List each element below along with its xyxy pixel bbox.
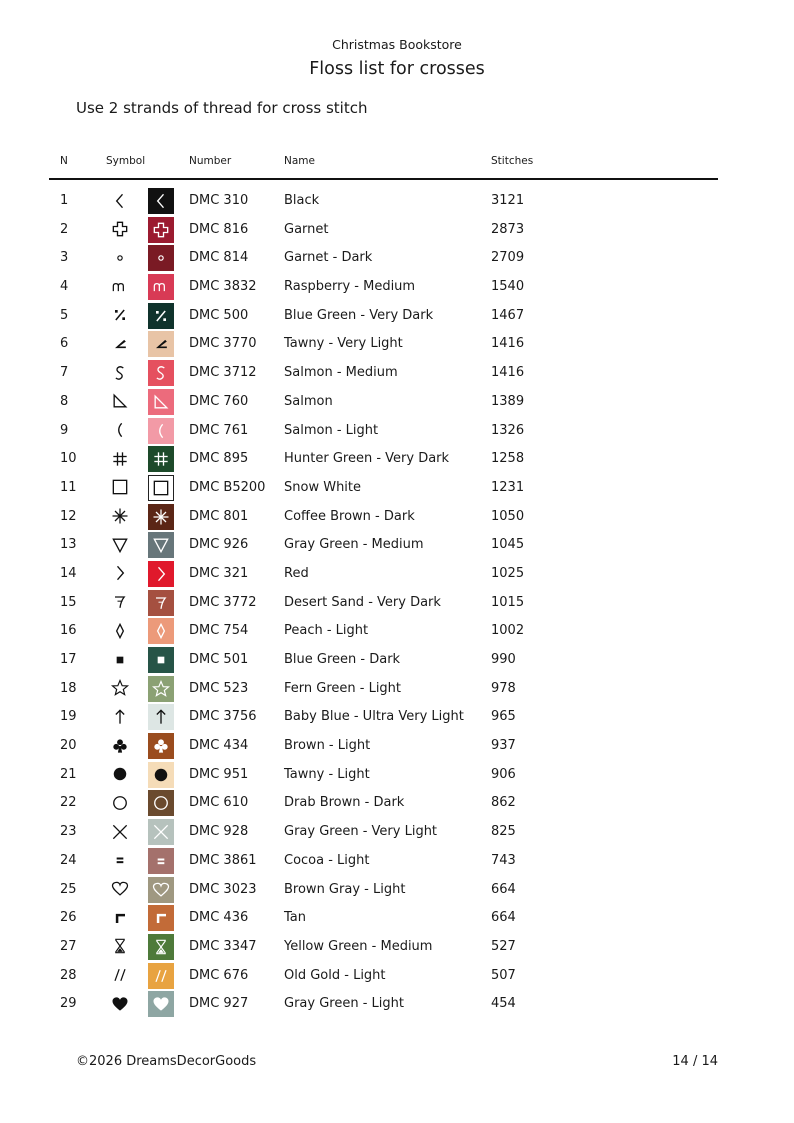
asterisk-icon — [151, 507, 171, 527]
stitch-count: 1389 — [491, 393, 525, 409]
small-square-icon — [106, 646, 134, 675]
seven-icon — [151, 593, 171, 613]
cross-outline-icon — [106, 216, 134, 245]
row-number: 3 — [60, 250, 69, 266]
color-name: Garnet - Dark — [284, 250, 373, 266]
color-name: Fern Green - Light — [284, 680, 402, 696]
stitch-count: 664 — [491, 881, 516, 897]
color-swatch — [148, 618, 174, 644]
chevron-left-icon — [106, 187, 134, 216]
color-swatch — [148, 963, 174, 989]
dmc-number: DMC 310 — [189, 193, 249, 208]
filled-heart-icon — [151, 994, 171, 1014]
dmc-number: DMC 3756 — [189, 709, 257, 725]
heart-outline-icon — [106, 876, 134, 905]
color-name: Tan — [284, 910, 306, 926]
row-number: 18 — [60, 680, 77, 696]
row-number: 13 — [60, 537, 77, 553]
color-swatch — [148, 245, 174, 271]
stitch-count: 527 — [491, 938, 516, 954]
row-number: 26 — [60, 910, 77, 926]
dmc-number: DMC 523 — [189, 680, 249, 696]
color-name: Drab Brown - Dark — [284, 795, 405, 811]
color-swatch — [148, 217, 174, 243]
row-number: 4 — [60, 279, 69, 295]
table-row — [0, 617, 794, 646]
dmc-number: DMC 927 — [189, 996, 249, 1012]
color-name: Coffee Brown - Dark — [284, 508, 415, 524]
chevron-right-icon — [106, 560, 134, 589]
dmc-number: DMC 760 — [189, 393, 249, 409]
dmc-number: DMC 3772 — [189, 594, 257, 610]
table-row — [0, 273, 794, 302]
circle-outline-icon — [106, 789, 134, 818]
dmc-number: DMC 926 — [189, 537, 249, 553]
table-row — [0, 761, 794, 790]
double-slash-icon — [106, 962, 134, 991]
small-square-icon — [151, 650, 171, 670]
color-name: Salmon - Light — [284, 422, 379, 438]
star-outline-icon — [151, 679, 171, 699]
table-row — [0, 417, 794, 446]
table-row — [0, 847, 794, 876]
row-number: 16 — [60, 623, 77, 639]
strands-note: Use 2 strands of thread for cross stitch — [76, 99, 368, 117]
table-row — [0, 445, 794, 474]
stitch-count: 2873 — [491, 221, 525, 237]
header-number: Number — [189, 155, 232, 167]
dmc-number: DMC 801 — [189, 508, 249, 524]
color-name: Yellow Green - Medium — [284, 938, 433, 954]
row-number: 28 — [60, 967, 77, 983]
color-swatch — [148, 704, 174, 730]
table-row — [0, 216, 794, 245]
stitch-count: 937 — [491, 738, 516, 754]
row-number: 15 — [60, 594, 77, 610]
small-circle-icon — [106, 244, 134, 273]
row-number: 20 — [60, 738, 77, 754]
row-number: 9 — [60, 422, 69, 438]
color-name: Cocoa - Light — [284, 852, 370, 868]
table-row — [0, 388, 794, 417]
small-circle-icon — [151, 248, 171, 268]
page-title: Floss list for crosses — [309, 59, 485, 79]
dmc-number: DMC 676 — [189, 967, 249, 983]
header-rule — [49, 178, 718, 180]
row-number: 7 — [60, 365, 69, 381]
stitch-count: 743 — [491, 852, 516, 868]
row-number: 23 — [60, 824, 77, 840]
arrow-up-icon — [151, 707, 171, 727]
dmc-number: DMC 500 — [189, 307, 249, 323]
table-row — [0, 187, 794, 216]
row-number: 27 — [60, 938, 77, 954]
hash-icon — [151, 449, 171, 469]
row-number: 2 — [60, 221, 69, 237]
dmc-number: DMC 3770 — [189, 336, 257, 352]
stitch-count: 1416 — [491, 365, 525, 381]
crescent-icon — [106, 417, 134, 446]
color-swatch — [148, 532, 174, 558]
corner-icon — [151, 908, 171, 928]
header-symbol: Symbol — [106, 155, 146, 167]
color-name: Brown - Light — [284, 738, 371, 754]
color-name: Tawny - Very Light — [284, 336, 403, 352]
row-number: 29 — [60, 996, 77, 1012]
chevron-right-icon — [151, 564, 171, 584]
table-row — [0, 503, 794, 532]
color-name: Black — [284, 193, 320, 208]
color-name: Gray Green - Light — [284, 996, 404, 1012]
color-swatch — [148, 188, 174, 214]
dmc-number: DMC 3712 — [189, 365, 257, 381]
star-outline-icon — [106, 675, 134, 704]
dmc-number: DMC 501 — [189, 652, 249, 667]
heart-outline-icon — [151, 880, 171, 900]
hash-icon — [106, 445, 134, 474]
table-row — [0, 302, 794, 331]
store-name: Christmas Bookstore — [332, 37, 462, 52]
color-swatch — [148, 590, 174, 616]
triangle-down-icon — [151, 535, 171, 555]
dmc-number: DMC 761 — [189, 422, 249, 438]
table-row — [0, 531, 794, 560]
stitch-count: 978 — [491, 680, 516, 696]
right-triangle-icon — [106, 388, 134, 417]
table-row — [0, 876, 794, 905]
filled-circle-icon — [151, 765, 171, 785]
s-shape-icon — [151, 363, 171, 383]
row-number: 21 — [60, 766, 77, 782]
row-number: 25 — [60, 881, 77, 897]
diamond-outline-icon — [106, 617, 134, 646]
table-row — [0, 962, 794, 991]
header-name: Name — [284, 155, 315, 167]
stitch-count: 906 — [491, 766, 516, 782]
color-swatch — [148, 504, 174, 530]
table-row — [0, 244, 794, 273]
row-number: 11 — [60, 479, 77, 495]
table-row — [0, 675, 794, 704]
row-number: 8 — [60, 393, 69, 409]
filled-heart-icon — [106, 990, 134, 1019]
page-number: 14 / 14 — [672, 1054, 718, 1069]
color-name: Salmon - Medium — [284, 365, 398, 381]
table-row — [0, 789, 794, 818]
stitch-count: 3121 — [491, 193, 525, 208]
color-swatch — [148, 561, 174, 587]
square-outline-icon — [106, 474, 134, 503]
color-swatch — [148, 389, 174, 415]
dmc-number: DMC 3347 — [189, 938, 257, 954]
color-name: Salmon — [284, 393, 333, 409]
diamond-outline-icon — [151, 621, 171, 641]
equals-icon — [151, 851, 171, 871]
color-name: Garnet — [284, 221, 329, 237]
color-name: Hunter Green - Very Dark — [284, 451, 450, 467]
color-swatch — [148, 848, 174, 874]
header-n: N — [60, 155, 68, 167]
double-slash-icon — [151, 966, 171, 986]
row-number: 12 — [60, 508, 77, 524]
dmc-number: DMC 321 — [189, 565, 249, 581]
color-swatch — [148, 331, 174, 357]
seven-icon — [106, 589, 134, 618]
color-swatch — [148, 790, 174, 816]
stitch-count: 1540 — [491, 279, 525, 295]
circle-outline-icon — [151, 793, 171, 813]
color-name: Red — [284, 565, 309, 581]
table-row — [0, 990, 794, 1019]
stitch-count: 664 — [491, 910, 516, 926]
color-swatch — [148, 274, 174, 300]
color-swatch — [148, 934, 174, 960]
stitch-count: 2709 — [491, 250, 525, 266]
dmc-number: DMC 928 — [189, 824, 249, 840]
row-number: 5 — [60, 307, 69, 323]
arrow-up-icon — [106, 703, 134, 732]
row-number: 6 — [60, 336, 69, 352]
stitch-count: 1467 — [491, 307, 525, 323]
stitch-count: 1050 — [491, 508, 525, 524]
stitch-count: 1015 — [491, 594, 525, 610]
color-name: Desert Sand - Very Dark — [284, 594, 441, 610]
color-swatch — [148, 446, 174, 472]
copyright: ©2026 DreamsDecorGoods — [76, 1054, 257, 1069]
dmc-number: DMC 814 — [189, 250, 249, 266]
table-row — [0, 359, 794, 388]
table-row — [0, 589, 794, 618]
table-row — [0, 474, 794, 503]
table-row — [0, 933, 794, 962]
table-row — [0, 818, 794, 847]
equals-icon — [106, 847, 134, 876]
dmc-number: DMC 3832 — [189, 279, 257, 295]
hourglass-icon — [106, 933, 134, 962]
row-number: 14 — [60, 565, 77, 581]
table-header — [0, 155, 794, 171]
stitch-count: 1231 — [491, 479, 525, 495]
stitch-count: 862 — [491, 795, 516, 811]
club-icon — [151, 736, 171, 756]
color-swatch — [148, 762, 174, 788]
color-swatch — [148, 676, 174, 702]
hourglass-icon — [151, 937, 171, 957]
dmc-number: DMC 816 — [189, 221, 249, 237]
dmc-number: DMC 610 — [189, 795, 249, 811]
color-swatch — [148, 819, 174, 845]
dmc-number: DMC 3023 — [189, 881, 257, 897]
color-name: Raspberry - Medium — [284, 279, 416, 295]
color-swatch — [148, 475, 174, 501]
club-icon — [106, 732, 134, 761]
dmc-number: DMC 951 — [189, 766, 249, 782]
stitch-count: 1025 — [491, 565, 525, 581]
m-shape-icon — [151, 277, 171, 297]
dmc-number: DMC 434 — [189, 738, 249, 754]
stitch-count: 825 — [491, 824, 516, 840]
table-row — [0, 904, 794, 933]
stitch-count: 1045 — [491, 537, 525, 553]
color-swatch — [148, 905, 174, 931]
row-number: 24 — [60, 852, 77, 868]
dmc-number: DMC 436 — [189, 910, 249, 926]
color-name: Baby Blue - Ultra Very Light — [284, 709, 464, 725]
table-row — [0, 732, 794, 761]
corner-icon — [106, 904, 134, 933]
row-number: 22 — [60, 795, 77, 811]
color-name: Snow White — [284, 479, 362, 495]
row-number: 10 — [60, 451, 77, 467]
dmc-number: DMC 895 — [189, 451, 249, 467]
dmc-number: DMC 754 — [189, 623, 249, 639]
color-name: Peach - Light — [284, 623, 369, 639]
color-name: Blue Green - Dark — [284, 652, 401, 667]
m-shape-icon — [106, 273, 134, 302]
stitch-count: 1326 — [491, 422, 525, 438]
stitch-count: 454 — [491, 996, 516, 1012]
color-swatch — [148, 303, 174, 329]
table-row — [0, 560, 794, 589]
stitch-count: 507 — [491, 967, 516, 983]
color-swatch — [148, 877, 174, 903]
row-number: 1 — [60, 193, 69, 208]
x-cross-icon — [151, 822, 171, 842]
color-name: Gray Green - Medium — [284, 537, 424, 553]
floss-table — [0, 187, 794, 1019]
dmc-number: DMC 3861 — [189, 852, 257, 868]
filled-circle-icon — [106, 761, 134, 790]
wedge-icon — [106, 330, 134, 359]
stitch-count: 990 — [491, 652, 516, 667]
table-row — [0, 646, 794, 675]
cross-outline-icon — [151, 220, 171, 240]
header-stitches: Stitches — [491, 155, 534, 167]
chevron-left-icon — [151, 191, 171, 211]
stitch-count: 1002 — [491, 623, 525, 639]
color-name: Gray Green - Very Light — [284, 824, 438, 840]
color-name: Old Gold - Light — [284, 967, 386, 983]
color-swatch — [148, 360, 174, 386]
row-number: 19 — [60, 709, 77, 725]
triangle-down-icon — [106, 531, 134, 560]
percent-icon — [106, 302, 134, 331]
color-swatch — [148, 733, 174, 759]
stitch-count: 1258 — [491, 451, 525, 467]
wedge-icon — [151, 334, 171, 354]
asterisk-icon — [106, 503, 134, 532]
color-name: Blue Green - Very Dark — [284, 307, 434, 323]
dmc-number: DMC B5200 — [189, 479, 266, 495]
percent-icon — [151, 306, 171, 326]
table-row — [0, 330, 794, 359]
row-number: 17 — [60, 652, 77, 667]
color-swatch — [148, 647, 174, 673]
crescent-icon — [151, 421, 171, 441]
stitch-count: 965 — [491, 709, 516, 725]
color-name: Brown Gray - Light — [284, 881, 406, 897]
table-row — [0, 703, 794, 732]
right-triangle-icon — [151, 392, 171, 412]
stitch-count: 1416 — [491, 336, 525, 352]
square-outline-icon — [151, 478, 171, 498]
color-name: Tawny - Light — [284, 766, 370, 782]
color-swatch — [148, 991, 174, 1017]
x-cross-icon — [106, 818, 134, 847]
s-shape-icon — [106, 359, 134, 388]
color-swatch — [148, 418, 174, 444]
